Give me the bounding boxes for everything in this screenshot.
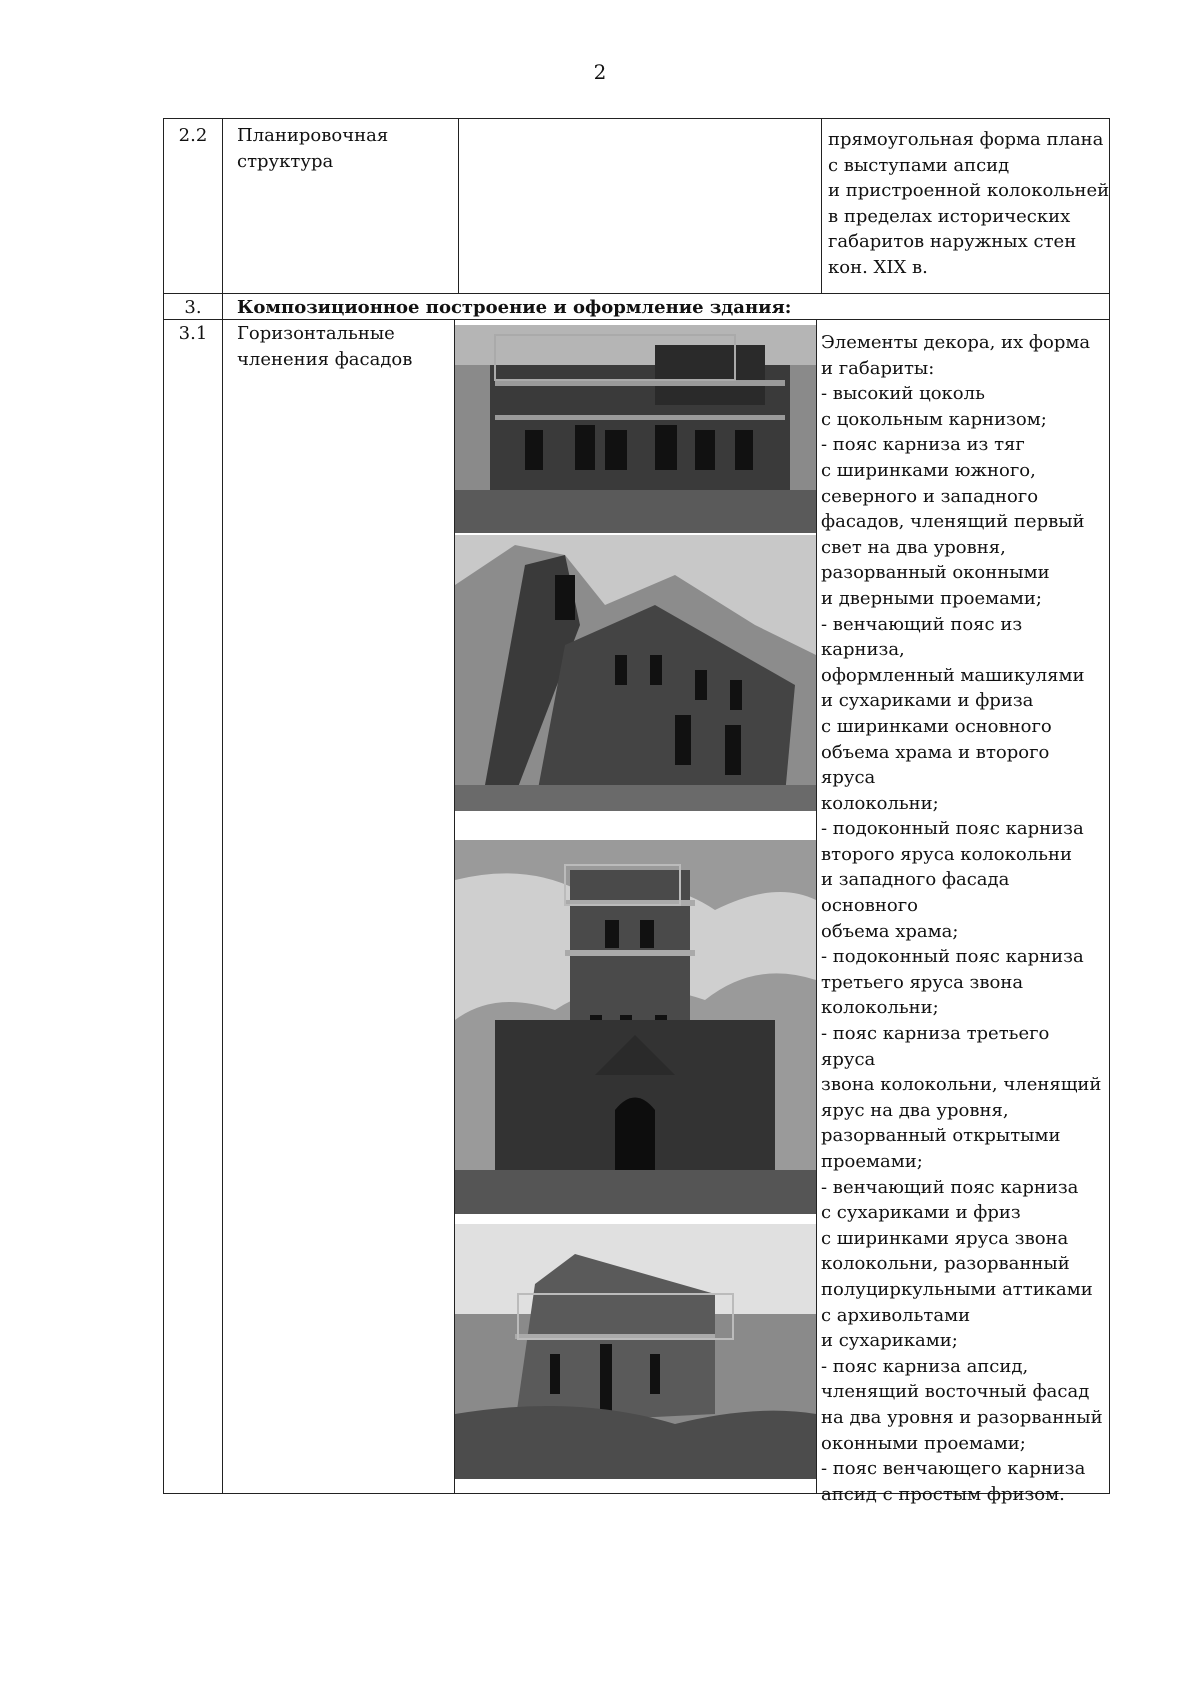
col-divider xyxy=(816,319,817,1493)
section-heading: Композиционное построение и оформление здания: xyxy=(237,297,792,318)
row-divider xyxy=(164,293,1109,294)
church-photo-northwest-view xyxy=(455,535,816,811)
document-table xyxy=(163,118,1110,1505)
col-divider xyxy=(222,119,223,1493)
col-divider xyxy=(821,119,822,293)
church-photo-west-facade-bell-tower xyxy=(455,840,816,1214)
section-number: 3. xyxy=(184,297,202,318)
page-number: 2 xyxy=(593,60,607,84)
church-photo-east-apse xyxy=(455,1224,816,1479)
row-description: прямоугольная форма плана с выступами апсид и пристроенной колокольней в пределах исторических габаритов наружных стен кон. XIX в. xyxy=(828,129,1110,278)
row-number: 2.2 xyxy=(178,125,208,146)
col-divider xyxy=(458,119,459,293)
church-photo-south-facade xyxy=(455,325,816,533)
row-number: 3.1 xyxy=(178,323,208,344)
row-title: Горизонтальные членения фасадов xyxy=(237,323,413,370)
row-description: Элементы декора, их форма и габариты: - высокий цоколь с цокольным карнизом; - пояс карниза из тяг с ширинками южного, северного и западного фасадов, членящий первый свет на два уровня, разорванный оконными и дверными проемами; - венчающий пояс из карниза, оформленный машикулями и сухариками и фриза с ширинками основного объема храма и второго яруса колокольни; - подоконный пояс карниза второго яруса колокольни и западного фасада основного объема храма; - подоконный пояс карниза третьего яруса звона колокольни; - пояс карниза третьего яруса звона колокольни, членящий ярус на два уровня, разорванный открытыми проемами; - венчающий пояс карниза с сухариками и фриз с ширинками яруса звона колокольни, разорванный полуциркульными аттиками с архивольтами и сухариками; - пояс карниза апсид, членящий восточный фасад на два уровня и разорванный оконными проемами; - пояс венчающего карниза апсид с простым фризом. xyxy=(821,332,1103,1505)
row-title: Планировочная структура xyxy=(237,125,389,172)
